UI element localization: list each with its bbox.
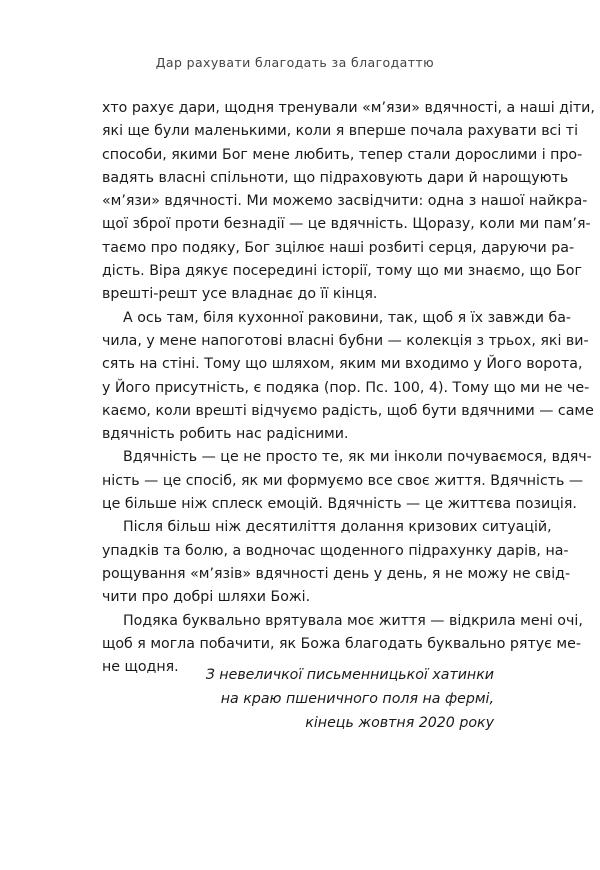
paragraph: [102, 516, 571, 609]
paragraph: [102, 97, 595, 307]
text-line: хто рахує дари, щодня тренували «м’язи» вдячності, а наші діти,: [102, 100, 595, 116]
paragraph: [102, 307, 594, 447]
text-line: щоб я могла побачити, як Божа благодать буквально рятує ме-: [102, 635, 581, 652]
text-line: Вдячність — це не просто те, як ми інколи почуваємося, вдяч-: [123, 449, 592, 466]
text-line: вадять власні спільноти, що підраховують дари й нарощують: [102, 169, 569, 186]
text-line: чила, у мене напоготові власні бубни — колекція з трьох, які ви-: [102, 332, 589, 349]
text-line: щої зброї проти безнадії — це вдячність. Щоразу, коли ми пам’я-: [102, 216, 591, 233]
paragraph: [102, 446, 592, 516]
colophon-line: на краю пшеничного поля на фермі,: [220, 691, 494, 707]
text-line: Подяка буквально врятувала моє життя — відкрила мені очі,: [123, 612, 583, 629]
text-line: способи, якими Бог мене любить, тепер стали дорослими і про-: [102, 146, 583, 163]
body-text: [102, 97, 595, 679]
text-line: врешті-решт усе владнає до її кінця.: [102, 286, 378, 303]
text-line: рощування «м’язів» вдячності день у день, я не можу не свід-: [102, 565, 571, 582]
colophon-line: кінець жовтня 2020 року: [305, 715, 494, 731]
text-line: не щодня.: [102, 659, 179, 676]
text-line: таємо про подяку, Бог зцілює наші розбиті серця, даруючи ра-: [102, 239, 575, 256]
text-line: які ще були маленькими, коли я вперше почала рахувати всі ті: [102, 123, 579, 140]
text-line: сять на стіні. Тому що шляхом, яким ми входимо у Його ворота,: [102, 356, 583, 373]
text-line: упадків та болю, а водночас щоденного підрахунку дарів, на-: [102, 542, 569, 559]
text-line: А ось там, біля кухонної раковини, так, щоб я їх завжди ба-: [123, 309, 572, 326]
text-line: Після більш ніж десятиліття долання кризових ситуацій,: [123, 519, 552, 536]
text-line: це більше ніж сплеск емоцій. Вдячність — це життєва позиція.: [102, 496, 577, 513]
colophon: [206, 663, 494, 735]
text-line: вдячність робить нас радісними.: [102, 426, 349, 443]
text-line: каємо, коли врешті відчуємо радість, щоб бути вдячними — саме: [102, 402, 594, 419]
text-line: чити про добрі шляхи Божі.: [102, 589, 311, 606]
colophon-line: З невеличкої письменницької хатинки: [205, 667, 494, 683]
text-line: ність — це спосіб, як ми формуємо все своє життя. Вдячність —: [102, 472, 584, 489]
text-line: дість. Віра дякує посередині історії, тому що ми знаємо, що Бог: [102, 263, 582, 280]
text-line: «м’язи» вдячності. Ми можемо засвідчити: одна з нашої найкра-: [102, 193, 588, 210]
running-head: Дар рахувати благодать за благодаттю: [155, 55, 434, 70]
text-line: у Його присутність, є подяка (пор. Пс. 100, 4). Тому що ми не че-: [102, 379, 590, 396]
